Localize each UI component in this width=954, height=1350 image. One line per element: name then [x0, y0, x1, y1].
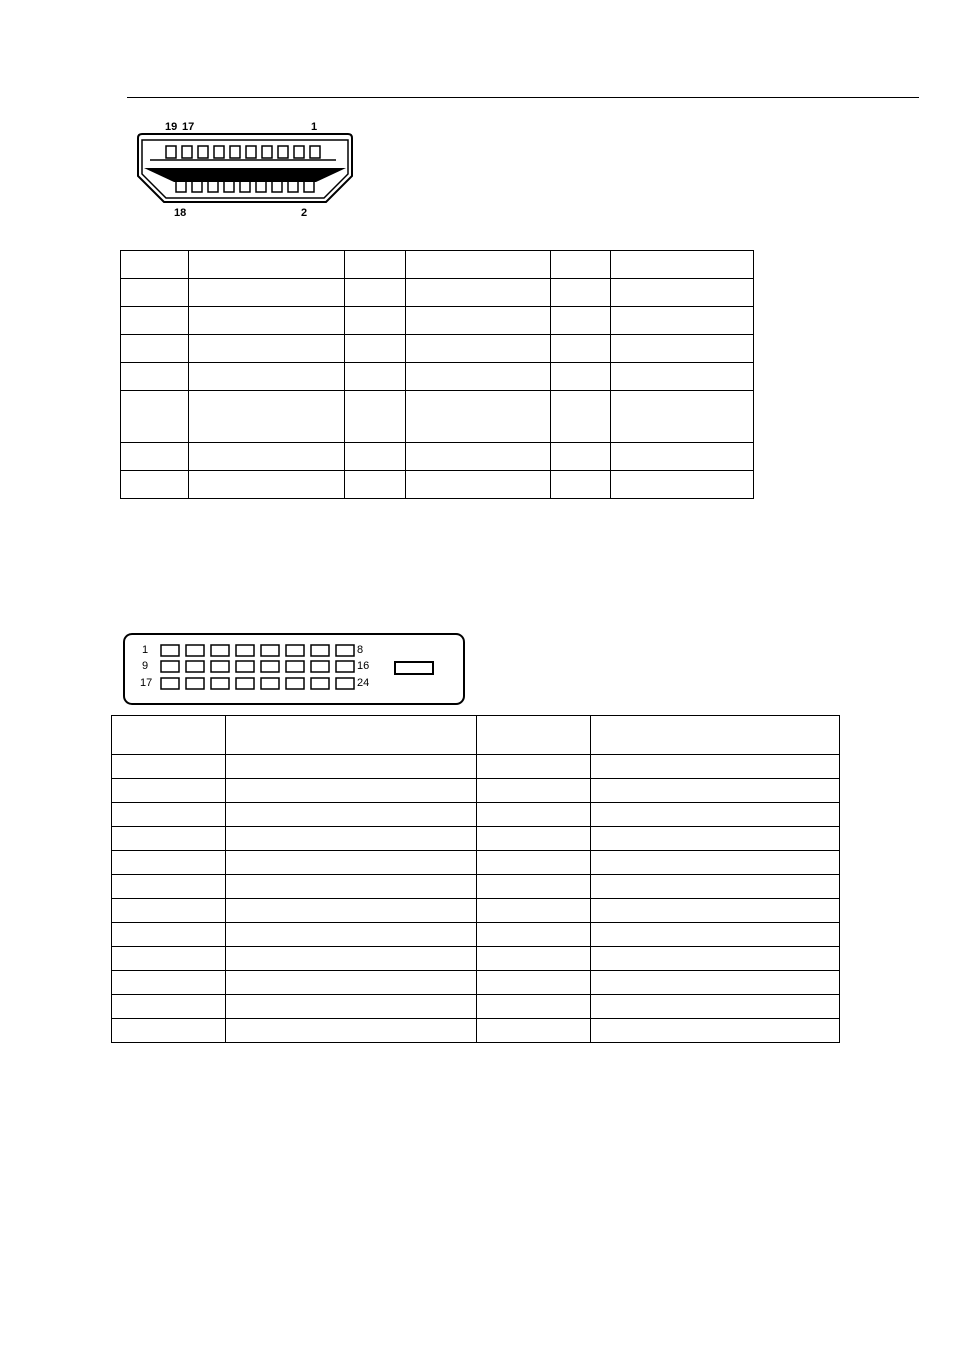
table-cell — [611, 363, 754, 391]
table-cell — [112, 827, 226, 851]
table-cell — [226, 875, 476, 899]
table-cell — [551, 363, 611, 391]
table-cell — [476, 827, 590, 851]
table-cell — [590, 875, 839, 899]
table-cell — [112, 716, 226, 755]
table-row — [121, 251, 754, 279]
table-cell — [112, 971, 226, 995]
table-row — [112, 716, 840, 755]
table-row — [112, 1019, 840, 1043]
table-row — [121, 363, 754, 391]
table-cell — [590, 923, 839, 947]
table-cell — [226, 851, 476, 875]
table-cell — [121, 471, 189, 499]
table-row — [112, 971, 840, 995]
table-row — [112, 755, 840, 779]
table-cell — [226, 827, 476, 851]
table-cell — [226, 716, 476, 755]
table-cell — [189, 335, 345, 363]
table-cell — [345, 443, 406, 471]
table-cell — [590, 899, 839, 923]
table-cell — [590, 971, 839, 995]
dvi-pins — [161, 645, 354, 689]
dvi-ground-blade — [395, 662, 433, 674]
table-row — [112, 923, 840, 947]
table-cell — [226, 1019, 476, 1043]
table-cell — [476, 803, 590, 827]
table-cell — [189, 279, 345, 307]
table-cell — [611, 391, 754, 443]
table-cell — [112, 899, 226, 923]
table-cell — [112, 755, 226, 779]
dvi-pin-table — [111, 715, 840, 1043]
table-cell — [590, 779, 839, 803]
table-cell — [121, 279, 189, 307]
table-row — [112, 779, 840, 803]
table-cell — [345, 363, 406, 391]
table-cell — [226, 947, 476, 971]
table-cell — [476, 875, 590, 899]
table-cell — [112, 803, 226, 827]
table-cell — [590, 827, 839, 851]
dvi-row-label-9: 9 — [142, 660, 149, 672]
table-cell — [406, 307, 551, 335]
table-cell — [476, 995, 590, 1019]
table-cell — [611, 279, 754, 307]
table-cell — [189, 471, 345, 499]
table-cell — [590, 755, 839, 779]
table-cell — [476, 971, 590, 995]
table-cell — [590, 716, 839, 755]
table-cell — [406, 335, 551, 363]
table-row — [121, 279, 754, 307]
table-cell — [611, 335, 754, 363]
hdmi-pin-label-1: 1 — [311, 121, 318, 133]
hdmi-pin-table — [120, 250, 754, 499]
table-cell — [345, 391, 406, 443]
table-cell — [345, 307, 406, 335]
table-cell — [551, 251, 611, 279]
table-cell — [112, 779, 226, 803]
table-cell — [189, 307, 345, 335]
table-cell — [551, 307, 611, 335]
table-row — [112, 947, 840, 971]
table-cell — [590, 851, 839, 875]
table-cell — [611, 443, 754, 471]
table-row — [112, 875, 840, 899]
table-cell — [406, 391, 551, 443]
table-cell — [112, 947, 226, 971]
header-rule — [127, 97, 919, 98]
table-cell — [406, 443, 551, 471]
table-cell — [476, 716, 590, 755]
dvi-row-label-24: 24 — [357, 677, 370, 689]
hdmi-top-pins — [150, 146, 336, 160]
table-cell — [551, 443, 611, 471]
table-cell — [121, 307, 189, 335]
table-cell — [476, 779, 590, 803]
table-cell — [189, 363, 345, 391]
table-cell — [121, 443, 189, 471]
hdmi-pin-label-18: 18 — [174, 207, 187, 219]
table-cell — [590, 947, 839, 971]
table-cell — [551, 279, 611, 307]
table-cell — [590, 1019, 839, 1043]
table-cell — [476, 755, 590, 779]
table-cell — [226, 779, 476, 803]
table-row — [112, 995, 840, 1019]
table-row — [121, 335, 754, 363]
table-cell — [476, 947, 590, 971]
table-cell — [121, 391, 189, 443]
table-row — [121, 307, 754, 335]
table-row — [121, 391, 754, 443]
dvi-row-label-1: 1 — [142, 644, 149, 656]
dvi-connector-diagram — [120, 630, 468, 708]
table-cell — [590, 803, 839, 827]
table-row — [121, 443, 754, 471]
table-row — [112, 851, 840, 875]
table-cell — [406, 251, 551, 279]
table-cell — [406, 471, 551, 499]
table-cell — [476, 899, 590, 923]
table-cell — [112, 923, 226, 947]
table-cell — [551, 471, 611, 499]
table-cell — [476, 851, 590, 875]
dvi-row-label-16: 16 — [357, 660, 370, 672]
table-cell — [551, 391, 611, 443]
table-cell — [112, 851, 226, 875]
table-cell — [121, 335, 189, 363]
table-cell — [189, 391, 345, 443]
table-cell — [590, 995, 839, 1019]
table-cell — [226, 971, 476, 995]
table-cell — [611, 307, 754, 335]
table-cell — [345, 279, 406, 307]
table-cell — [226, 923, 476, 947]
table-cell — [226, 755, 476, 779]
table-cell — [476, 923, 590, 947]
table-cell — [189, 443, 345, 471]
table-cell — [112, 1019, 226, 1043]
hdmi-pin-label-19: 19 — [165, 121, 178, 133]
table-cell — [345, 471, 406, 499]
table-row — [112, 899, 840, 923]
table-cell — [406, 279, 551, 307]
table-cell — [406, 363, 551, 391]
table-cell — [345, 251, 406, 279]
table-cell — [112, 995, 226, 1019]
table-cell — [121, 363, 189, 391]
hdmi-connector-diagram — [130, 116, 356, 222]
table-row — [121, 471, 754, 499]
hdmi-pin-label-2: 2 — [301, 207, 308, 219]
table-cell — [226, 995, 476, 1019]
table-cell — [551, 335, 611, 363]
dvi-row-label-8: 8 — [357, 644, 364, 656]
table-row — [112, 827, 840, 851]
dvi-row-label-17: 17 — [140, 677, 153, 689]
table-cell — [226, 899, 476, 923]
table-row — [112, 803, 840, 827]
table-cell — [611, 251, 754, 279]
table-cell — [476, 1019, 590, 1043]
hdmi-pin-label-17: 17 — [182, 121, 195, 133]
table-cell — [226, 803, 476, 827]
table-cell — [611, 471, 754, 499]
table-cell — [121, 251, 189, 279]
table-cell — [189, 251, 345, 279]
table-cell — [345, 335, 406, 363]
table-cell — [112, 875, 226, 899]
